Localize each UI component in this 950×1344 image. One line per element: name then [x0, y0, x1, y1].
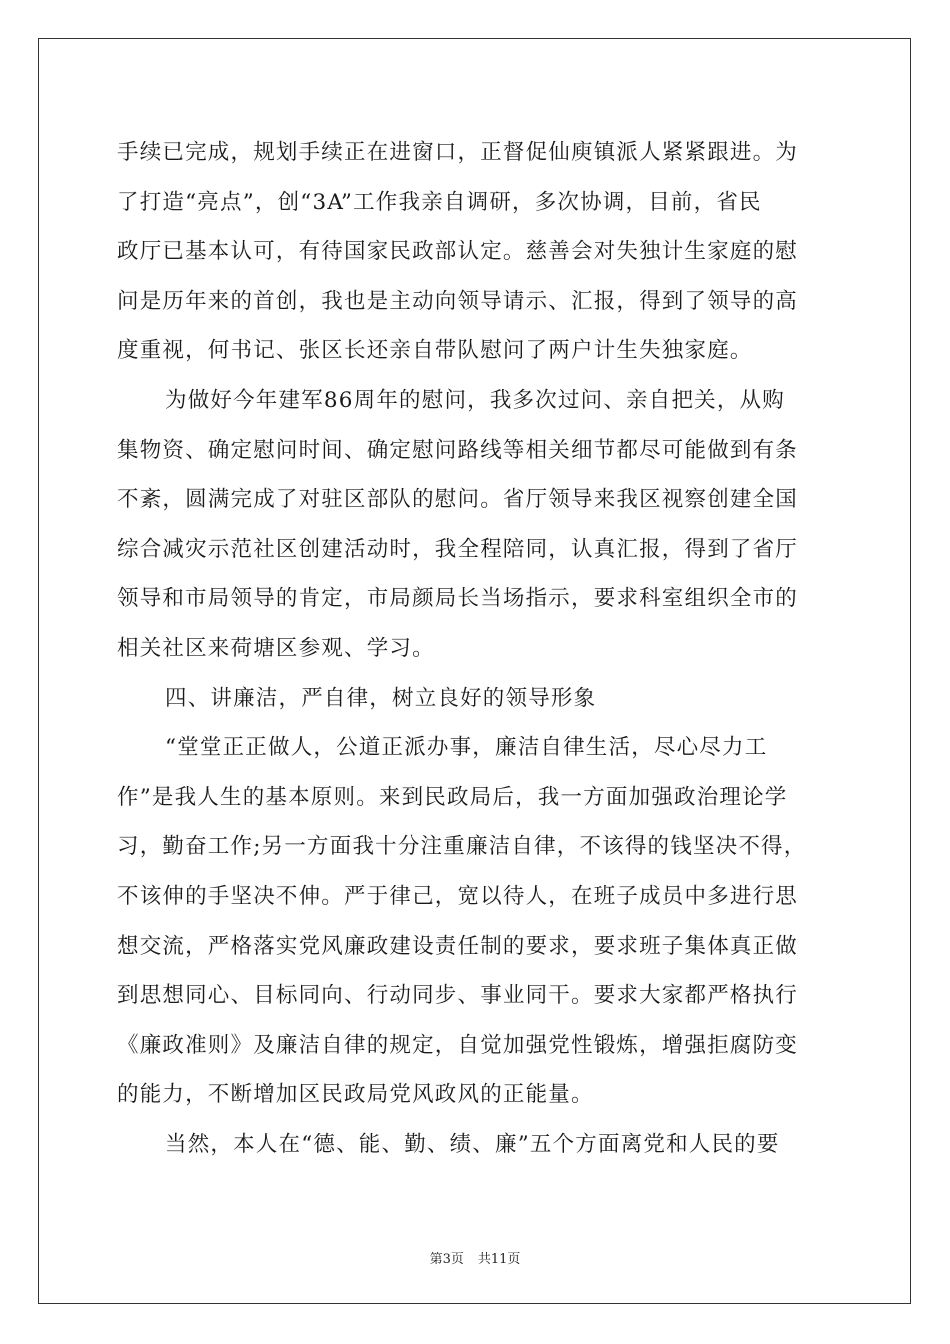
text-line: 为做好今年建军86周年的慰问，我多次过问、亲自把关，从购: [165, 387, 785, 413]
page-total: 共11页: [477, 1252, 521, 1267]
text-line: 领导和市局领导的肯定，市局颜局长当场指示，要求科室组织全市的: [117, 586, 799, 612]
text-line: 当然，本人在“德、能、勤、绩、廉”五个方面离党和人民的要: [165, 1131, 780, 1157]
text-line: 习，勤奋工作;另一方面我十分注重廉洁自律，不该得的钱坚决不得，: [117, 834, 807, 860]
text-line: 综合减灾示范社区创建活动时，我全程陪同，认真汇报，得到了省厅: [117, 536, 799, 562]
text-line: 相关社区来荷塘区参观、学习。: [117, 635, 435, 661]
text-line: 的能力，不断增加区民政局党风政风的正能量。: [117, 1082, 594, 1108]
text-line: 四、讲廉洁，严自律，树立良好的领导形象: [165, 685, 597, 711]
text-line: 《廉政准则》及廉洁自律的规定，自觉加强党性锻炼，增强拒腐防变: [117, 1032, 799, 1058]
text-line: 问是历年来的首创，我也是主动向领导请示、汇报，得到了领导的高: [117, 288, 799, 314]
text-line: 想交流，严格落实党风廉政建设责任制的要求，要求班子集体真正做: [117, 933, 799, 959]
page-footer: [0, 1248, 950, 1267]
text-line: 作”是我人生的基本原则。来到民政局后，我一方面加强政治理论学: [117, 784, 788, 810]
page-number: 第3页: [429, 1252, 464, 1267]
text-line: 不该伸的手坚决不伸。严于律己，宽以待人，在班子成员中多进行思: [117, 883, 799, 909]
text-line: 集物资、确定慰问时间、确定慰问路线等相关细节都尽可能做到有条: [117, 437, 799, 463]
document-body: [117, 128, 847, 1169]
text-line: “堂堂正正做人，公道正派办事，廉洁自律生活，尽心尽力工: [165, 735, 768, 761]
text-line: 政厅已基本认可，有待国家民政部认定。慈善会对失独计生家庭的慰: [117, 239, 799, 265]
text-line: 不紊，圆满完成了对驻区部队的慰问。省厅领导来我区视察创建全国: [117, 487, 799, 513]
text-line: 了打造“亮点”，创“3A”工作我亲自调研，多次协调，目前，省民: [117, 189, 762, 215]
text-line: 手续已完成，规划手续正在进窗口，正督促仙庾镇派人紧紧跟进。为: [117, 140, 799, 165]
text-line: 到思想同心、目标同向、行动同步、事业同干。要求大家都严格执行: [117, 983, 799, 1009]
text-line: 度重视，何书记、张区长还亲自带队慰问了两户计生失独家庭。: [117, 338, 753, 364]
